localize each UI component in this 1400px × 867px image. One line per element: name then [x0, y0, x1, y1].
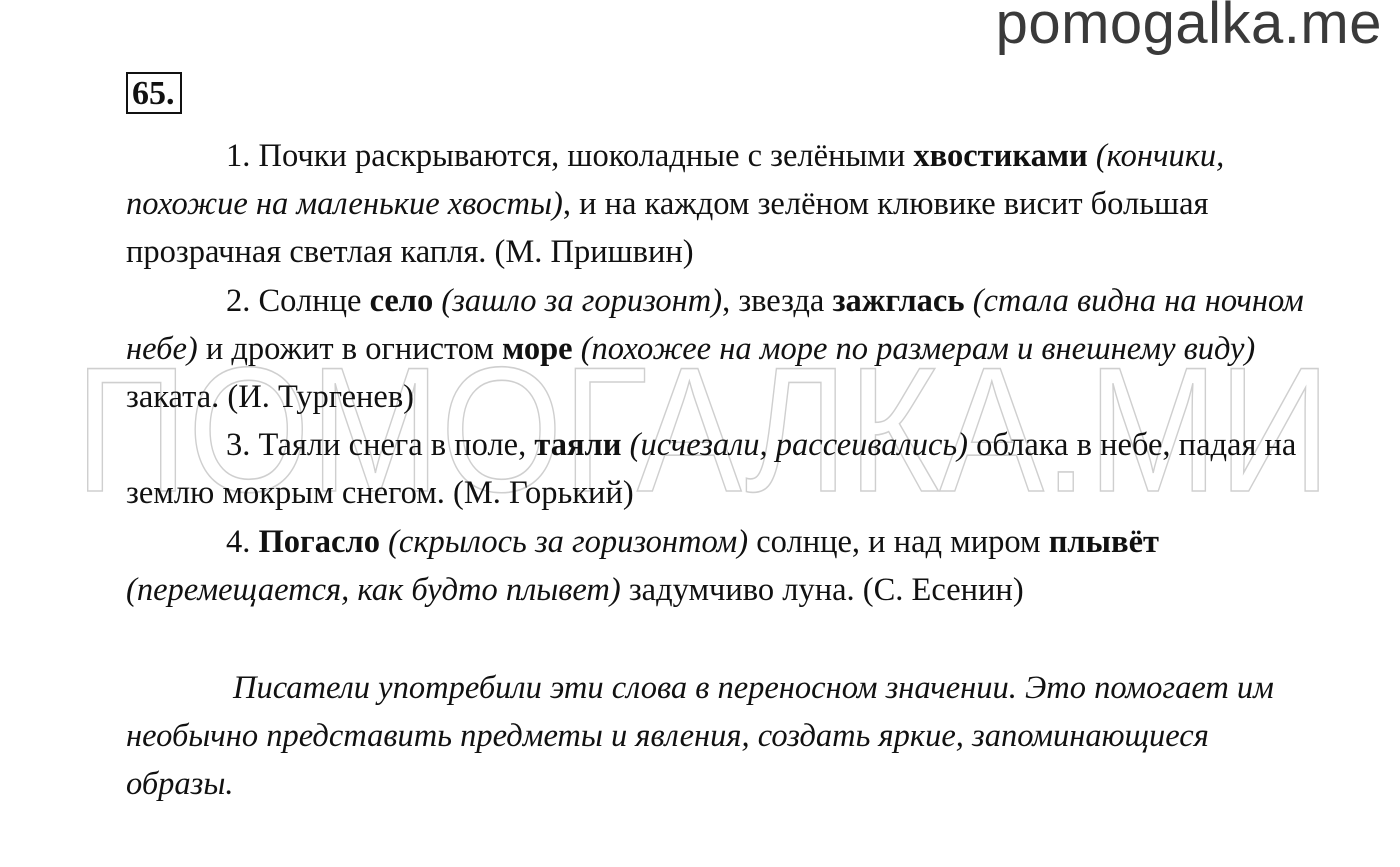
figurative-word: Погасло — [258, 523, 380, 560]
exercise-number: 65. — [126, 72, 182, 114]
sentence-2 — [126, 277, 1306, 422]
sentence-text: заката. (И. Тургенев) — [126, 379, 415, 416]
word-explanation: (стала видна на ночном небе) — [126, 282, 1304, 367]
sentence-text: Солнце — [258, 282, 370, 319]
sentence-text: облака в небе, падая на землю мокрым снегом. (М. Горький) — [126, 427, 1297, 512]
word-explanation: (исчезали, рассеивались) — [621, 427, 969, 464]
word-explanation: (похожее на море по размерам и внешнему виду) — [572, 330, 1256, 367]
exercise-content — [126, 132, 1306, 809]
figurative-word: море — [502, 330, 573, 367]
figurative-word: таяли — [534, 427, 622, 464]
sentence-text: , и на каждом зелёном клювике висит большая прозрачная светлая капля. (М. Пришвин) — [126, 186, 1209, 271]
sentence-number: 1. — [226, 138, 259, 174]
sentence-number: 2. — [226, 282, 259, 319]
sentence-text: , звезда — [722, 282, 833, 319]
sentence-text: и дрожит в огнистом — [197, 330, 503, 367]
sentence-text: задумчиво луна. (С. Есенин) — [620, 571, 1024, 608]
figurative-word: село — [369, 282, 434, 319]
sentence-number: 4. — [226, 523, 259, 560]
word-explanation: (зашло за горизонт) — [433, 282, 723, 319]
site-brand: pomogalka.me — [995, 0, 1382, 56]
watermark-text: ПОМОГАЛКА.МИ — [75, 354, 1331, 514]
figurative-word: зажглась — [832, 282, 965, 319]
conclusion: Писатели употребили эти слова в переносном значении. Это помогает им необычно представить предметы и явления, создать яркие, запоминающиеся образы. — [126, 670, 1274, 803]
figurative-word: плывёт — [1048, 523, 1159, 560]
sentence-text: Таяли снега в поле, — [258, 427, 535, 464]
word-explanation: (перемещается, как будто плывет) — [126, 571, 621, 608]
sentence-text: солнце, и над миром — [748, 523, 1049, 560]
sentence-1 — [126, 132, 1306, 277]
sentence-4 — [126, 518, 1306, 614]
sentence-text: Почки раскрываются, шоколадные с зелёными — [258, 138, 914, 174]
figurative-word: хвостиками — [913, 138, 1088, 174]
word-explanation: (скрылось за горизонтом) — [379, 523, 749, 560]
sentence-number: 3. — [226, 427, 259, 464]
word-explanation: (кончики, похожие на маленькие хвосты) — [126, 138, 1225, 223]
sentence-3 — [126, 421, 1306, 517]
